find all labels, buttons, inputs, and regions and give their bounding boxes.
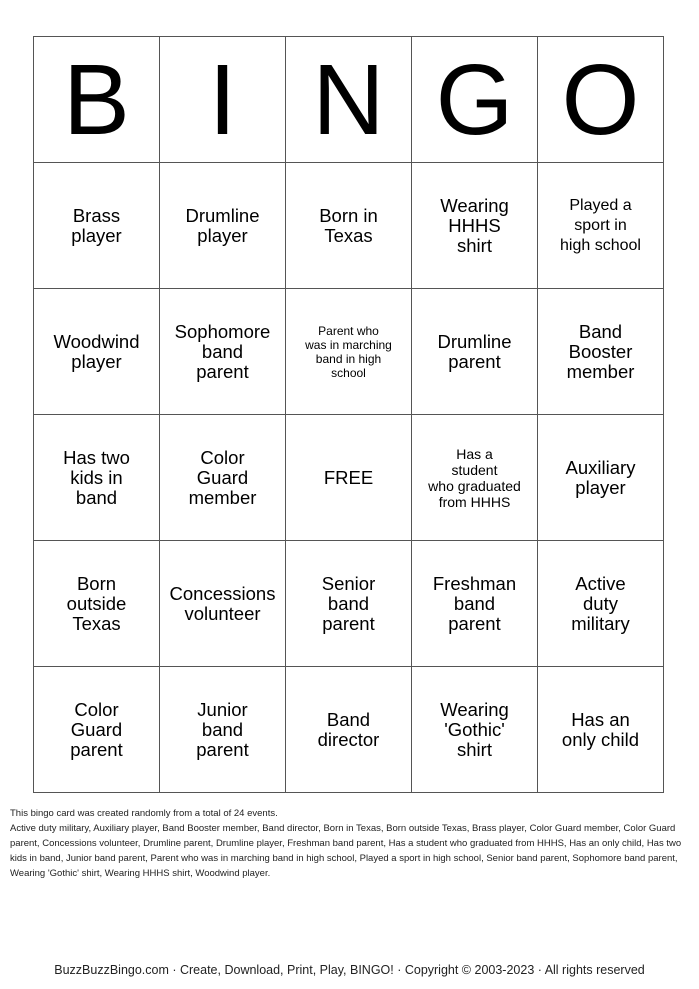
header-letter: G [412, 37, 538, 163]
card-cell: Color Guard parent [34, 667, 160, 793]
header-letter: N [286, 37, 412, 163]
card-cell: Color Guard member [160, 415, 286, 541]
free-space: FREE [286, 415, 412, 541]
card-cell: Senior band parent [286, 541, 412, 667]
bingo-card [33, 36, 664, 793]
header-row [34, 37, 664, 163]
card-cell: Woodwind player [34, 289, 160, 415]
info-intro: This bingo card was created randomly from a total of 24 events. [10, 808, 278, 819]
card-cell: Brass player [34, 163, 160, 289]
card-cell: Born in Texas [286, 163, 412, 289]
card-cell: Played a sport in high school [538, 163, 664, 289]
card-cell: Born outside Texas [34, 541, 160, 667]
card-cell: Sophomore band parent [160, 289, 286, 415]
card-row [34, 415, 664, 541]
card-info [10, 806, 685, 881]
header-letter: I [160, 37, 286, 163]
card-cell: Band Booster member [538, 289, 664, 415]
card-row [34, 163, 664, 289]
card-cell: Junior band parent [160, 667, 286, 793]
card-cell: Freshman band parent [412, 541, 538, 667]
card-cell: Parent who was in marching band in high school [286, 289, 412, 415]
card-cell: Wearing 'Gothic' shirt [412, 667, 538, 793]
card-cell: Has a student who graduated from HHHS [412, 415, 538, 541]
card-cell: Auxiliary player [538, 415, 664, 541]
card-cell: Concessions volunteer [160, 541, 286, 667]
card-cell: Has an only child [538, 667, 664, 793]
card-cell: Active duty military [538, 541, 664, 667]
header-letter: B [34, 37, 160, 163]
card-cell: Band director [286, 667, 412, 793]
card-row [34, 541, 664, 667]
footer-copyright: BuzzBuzzBingo.com · Create, Download, Print, Play, BINGO! · Copyright © 2003-2023 · All rights reserved [54, 963, 645, 977]
card-cell: Wearing HHHS shirt [412, 163, 538, 289]
info-events: Active duty military, Auxiliary player, Band Booster member, Band director, Born in Texas, Born outside Texas, Brass player, Color Guard member, Color Guard parent, Concessions volunteer, Drumline parent, Drumline player, Freshman band parent, Has a student who graduated from HHHS, Has an only child, Has two kids in band, Junior band parent, Parent who was in marching band in high school, Played a sport in high school, Senior band parent, Sophomore band parent, Wearing 'Gothic' shirt, Wearing HHHS shirt, Woodwind player. [10, 823, 682, 879]
header-letter: O [538, 37, 664, 163]
card-row [34, 667, 664, 793]
card-cell: Has two kids in band [34, 415, 160, 541]
card-cell: Drumline player [160, 163, 286, 289]
card-row [34, 289, 664, 415]
card-cell: Drumline parent [412, 289, 538, 415]
